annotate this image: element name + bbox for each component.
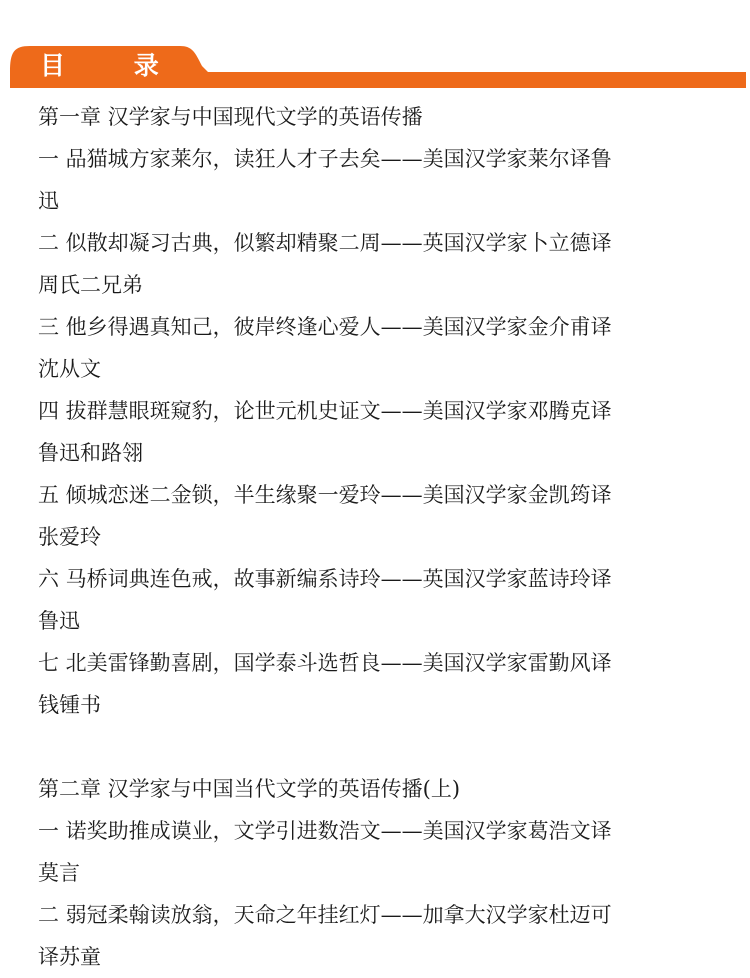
toc-entry-line: 五 倾城恋迷二金锁，半生缘聚一爱玲——美国汉学家金凯筠译 (38, 483, 612, 507)
toc-entry-line: 沈从文 (38, 357, 101, 381)
toc-entry-line: 鲁迅和路翎 (38, 441, 143, 465)
toc-header (0, 44, 750, 90)
toc-content (38, 96, 718, 978)
toc-entry-line: 三 他乡得遇真知己，彼岸终逢心爱人——美国汉学家金介甫译 (38, 315, 612, 339)
toc-title: 目 录 (40, 51, 189, 80)
chapter-2 (38, 768, 718, 978)
chapter-title: 第二章 汉学家与中国当代文学的英语传播(上) (38, 777, 461, 801)
toc-entry-line: 七 北美雷锋勤喜剧，国学泰斗选哲良——美国汉学家雷勤风译 (38, 651, 612, 675)
toc-entry-line: 张爱玲 (38, 525, 101, 549)
toc-entry-line: 二 弱冠柔翰读放翁，天命之年挂红灯——加拿大汉学家杜迈可 (38, 903, 612, 927)
toc-entry-line: 鲁迅 (38, 609, 80, 633)
toc-entry-line: 四 拔群慧眼斑窥豹，论世元机史证文——美国汉学家邓腾克译 (38, 399, 612, 423)
toc-entry-line: 莫言 (38, 861, 80, 885)
toc-entry-line: 迅 (38, 189, 59, 213)
toc-entry-line: 一 诺奖助推成谟业，文学引进数浩文——美国汉学家葛浩文译 (38, 819, 612, 843)
toc-entry-line: 钱锺书 (38, 693, 101, 717)
toc-entry-line: 六 马桥词典连色戒，故事新编系诗玲——英国汉学家蓝诗玲译 (38, 567, 612, 591)
toc-entry-line: 周氏二兄弟 (38, 273, 143, 297)
toc-entry-line: 译苏童 (38, 945, 101, 969)
chapter-1 (38, 96, 718, 726)
toc-entry-line: 一 品猫城方家莱尔，读狂人才子去矣——美国汉学家莱尔译鲁 (38, 147, 612, 171)
chapter-title: 第一章 汉学家与中国现代文学的英语传播 (38, 105, 423, 129)
toc-entry-line: 二 似散却凝习古典，似繁却精聚二周——英国汉学家卜立德译 (38, 231, 612, 255)
